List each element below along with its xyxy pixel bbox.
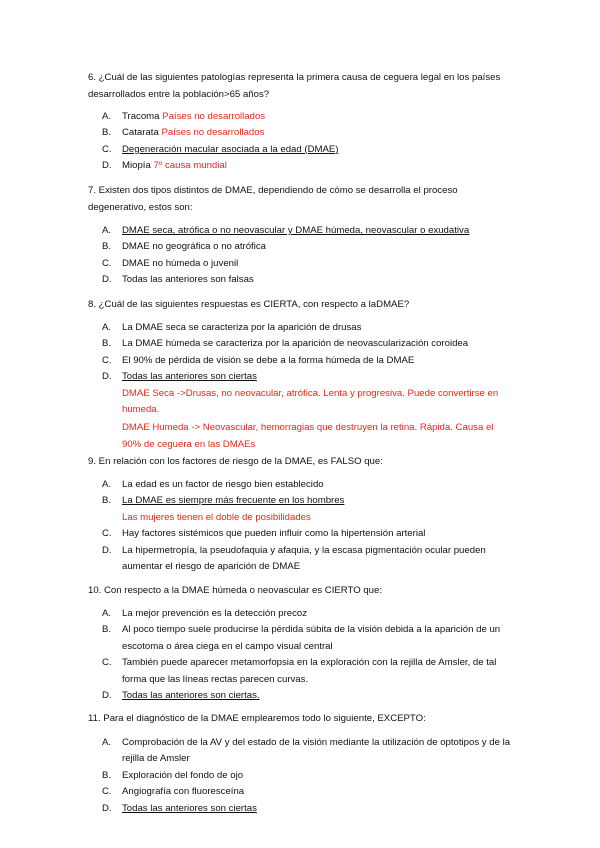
question-6: 6. ¿Cuál de las siguientes patologías representa la primera causa de ceguera legal en los países desarrollados entre la población>65 años? <box>88 72 501 100</box>
question-11-options <box>102 735 512 817</box>
question-8: 8. ¿Cuál de las siguientes respuestas es CIERTA, con respecto a laDMAE? <box>88 299 410 310</box>
option-a: A. La mejor prevención es la detección precoz <box>102 608 308 619</box>
explanation-note: DMAE Humeda -> Neovascular, hemorragias que destruyen la retina. Rápida. Causa el 90% de ceguera en las DMAEs <box>122 422 494 450</box>
question-11: 11. Para el diagnóstico de la DMAE emplearemos todo lo siguiente, EXCEPTO: <box>88 713 426 724</box>
answer-note: Países no desarrollados <box>161 127 265 139</box>
option-d-correct: D. Todas las anteriores son ciertas. <box>102 690 260 702</box>
option-d: D. Todas las anteriores son falsas <box>102 274 254 286</box>
question-9: 9. En relación con los factores de riesgo de la DMAE, es FALSO que: <box>88 456 383 467</box>
question-9-options <box>102 477 512 575</box>
option-c: C. Hay factores sistémicos que pueden influir como la hipertensión arterial <box>102 528 426 540</box>
option-c: C. También puede aparecer metamorfopsia en la exploración con la rejilla de Amsler, de tal forma que las líneas rectas parecen curvas. <box>102 657 497 685</box>
option-c: C. Angiografía con fluoresceína <box>102 786 245 798</box>
option-a: A. Comprobación de la AV y del estado de la visión mediante la utilización de optotipos y de la rejilla de Amsler <box>102 737 511 765</box>
option-b: B. Catarata Países no desarrollados <box>102 127 265 139</box>
option-d: D. La hipermetropía, la pseudofaquia y afaquia, y la escasa pigmentación ocular pueden aumentar el riesgo de aparición de DMAE <box>102 544 486 573</box>
option-b: B. Al poco tiempo suele producirse la pérdida súbita de la visión debida a la aparición de un escotoma o área ciega en el campo visual central <box>102 624 501 652</box>
option-a-correct: A. DMAE seca, atrófica o no neovascular y DMAE húmeda, neovascular o exudativa <box>102 225 470 236</box>
option-a: A. La DMAE seca se caracteriza por la aparición de drusas <box>102 322 362 333</box>
question-8-options <box>102 320 512 453</box>
option-b-correct: B. La DMAE es siempre más frecuente en los hombres Las mujeres tienen el doble de posibilidades <box>102 493 512 526</box>
question-7-options <box>102 223 512 289</box>
question-7: 7. Existen dos tipos distintos de DMAE, dependiendo de cómo se desarrolla el proceso degenerativo, estos son: <box>88 185 458 213</box>
option-d-correct: D. Todas las anteriores son ciertas <box>102 802 257 814</box>
option-c: C. El 90% de pérdida de visión se debe a la forma húmeda de la DMAE <box>102 354 415 366</box>
option-b: B. La DMAE húmeda se caracteriza por la aparición de neovascularización coroidea <box>102 338 469 350</box>
option-b: B. Exploración del fondo de ojo <box>102 769 244 781</box>
explanation-note: DMAE Seca ->Drusas, no neovacular, atrófica. Lenta y progresiva. Puede convertirse en humeda. <box>122 387 499 416</box>
option-d: D. Miopía 7º causa mundial <box>102 160 227 172</box>
answer-note: Países no desarrollados <box>162 111 266 122</box>
question-10-options <box>102 606 512 704</box>
option-c-correct: C. Degeneración macular asociada a la edad (DMAE) <box>102 143 339 155</box>
answer-note: 7º causa mundial <box>153 160 227 172</box>
question-10: 10. Con respecto a la DMAE húmeda o neovascular es CIERTO que: <box>88 585 383 596</box>
option-a: A. La edad es un factor de riesgo bien establecido <box>102 479 324 490</box>
option-b: B. DMAE no geográfica o no atrófica <box>102 241 266 253</box>
option-d-correct: D. Todas las anteriores son ciertas DMAE Seca ->Drusas, no neovacular, atrófica. Lenta y progresiva. Puede convertirse en humeda. DMAE Humeda -> Neovascular, hemorragias que destruyen la retina. Rápida. Causa el 90% de ceguera en las DMAEs <box>102 369 512 453</box>
option-c: C. DMAE no húmeda o juvenil <box>102 257 239 269</box>
explanation-note: Las mujeres tienen el doble de posibilidades <box>122 511 311 523</box>
question-6-options <box>102 109 512 175</box>
option-a: A. Tracoma Países no desarrollados <box>102 111 266 122</box>
